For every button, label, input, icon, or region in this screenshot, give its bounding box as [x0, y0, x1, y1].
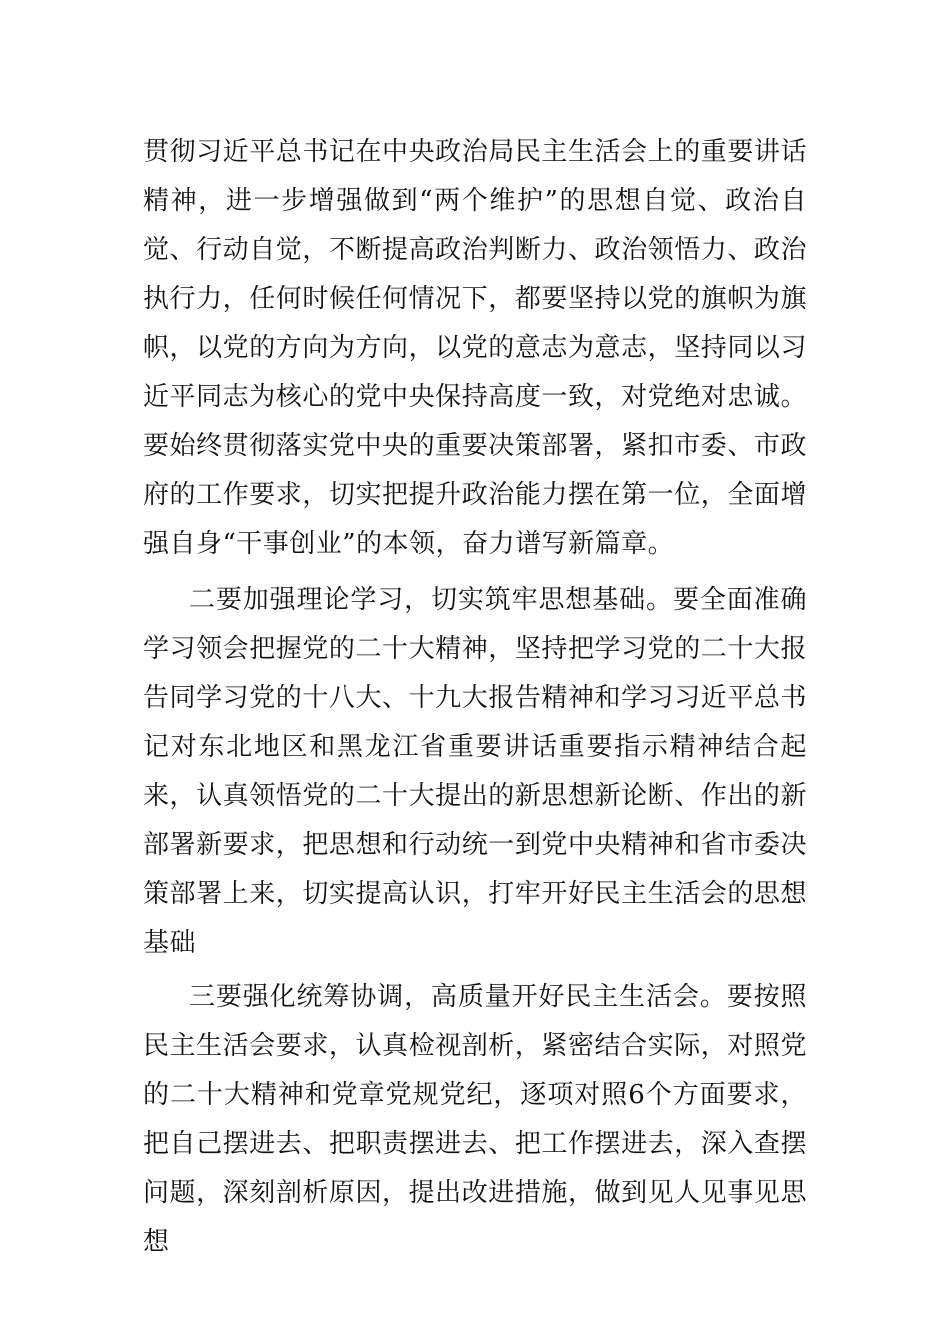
paragraph-coordination: 三要强化统筹协调，高质量开好民主生活会。要按照民主生活会要求，认真检视剖析，紧密结合实际，对照党的二十大精神和党章党规党纪，逐项对照6个方面要求，把自己摆进去、把职责摆进去、把工作摆进去，深入查摆问题，深刻剖析原因，提出改进措施，做到见人见事见思想 [143, 982, 807, 1257]
paragraph-political-loyalty: 贯彻习近平总书记在中央政治局民主生活会上的重要讲话精神，进一步增强做到“两个维护”的思想自觉、政治自觉、行动自觉，不断提高政治判断力、政治领悟力、政治执行力，任何时候任何情况下，都要坚持以党的旗帜为旗帜，以党的方向为方向，以党的意志为意志，坚持同以习近平同志为核心的党中央保持高度一致，对党绝对忠诚。要始终贯彻落实党中央的重要决策部署，紧扣市委、市政府的工作要求，切实把提升政治能力摆在第一位，全面增强自身“干事创业”的本领，奋力谱写新篇章。 [143, 137, 807, 559]
paragraph-theory-study: 二要加强理论学习，切实筑牢思想基础。要全面准确学习领会把握党的二十大精神，坚持把学习党的二十大报告同学习党的十八大、十九大报告精神和学习习近平总书记对东北地区和黑龙江省重要讲话重要指示精神结合起来，认真领悟党的二十大提出的新思想新论断、作出的新部署新要求，把思想和行动统一到党中央精神和省市委决策部署上来，切实提高认识，打牢开好民主生活会的思想基础 [143, 585, 807, 958]
